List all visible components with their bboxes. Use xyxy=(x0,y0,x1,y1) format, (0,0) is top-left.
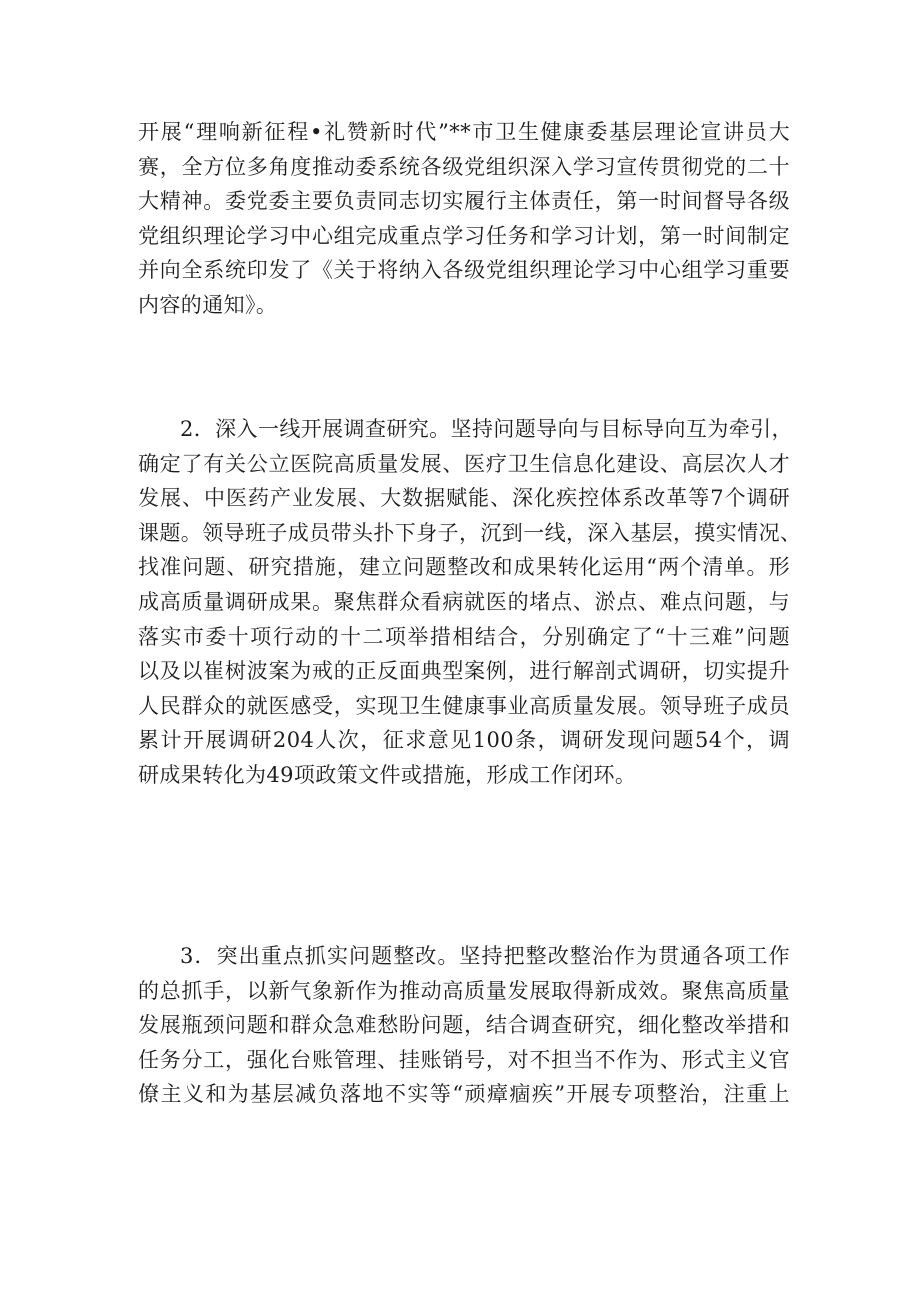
text-line: 以及以崔树波案为戒的正反面典型案例，进行解剖式调研，切实提升 xyxy=(138,659,790,684)
text-line: 累计开展调研204人次，征求意见100条，调研发现问题54个，调 xyxy=(138,728,790,753)
text-line: 内容的通知》。 xyxy=(138,292,278,317)
text-line: 党组织理论学习中心组完成重点学习任务和学习计划，第一时间制定 xyxy=(138,223,790,248)
text-line: 僚主义和为基层减负落地不实等“顽瘴痼疾”开展专项整治，注重上 xyxy=(138,1082,790,1107)
text-line: 并向全系统印发了《关于将纳入各级党组织理论学习中心组学习重要 xyxy=(138,258,790,283)
paragraph-heading-line: 3．突出重点抓实问题整改。坚持把整改整治作为贯通各项工作 xyxy=(180,944,790,968)
text-line: 确定了有关公立医院高质量发展、医疗卫生信息化建设、高层次人才 xyxy=(138,451,790,476)
text-line: 人民群众的就医感受，实现卫生健康事业高质量发展。领导班子成员 xyxy=(138,693,790,718)
paragraph-3 xyxy=(138,939,790,1112)
paragraph-1 xyxy=(138,115,790,323)
text-line: 发展、中医药产业发展、大数据赋能、深化疾控体系改革等7个调研 xyxy=(138,486,790,511)
text-line: 落实市委十项行动的十二项举措相结合，分别确定了“十三难”问题 xyxy=(138,624,790,649)
text-line: 大精神。委党委主要负责同志切实履行主体责任，第一时间督导各级 xyxy=(138,189,790,214)
paragraph-2 xyxy=(138,412,802,793)
text-line: 任务分工，强化台账管理、挂账销号，对不担当不作为、形式主义官 xyxy=(138,1047,790,1072)
paragraph-heading-line: 2．深入一线开展调查研究。坚持问题导向与目标导向互为牵引， xyxy=(180,417,793,441)
text-line: 开展“理响新征程•礼赞新时代”**市卫生健康委基层理论宣讲员大 xyxy=(138,120,790,144)
text-line: 找准问题、研究措施，建立问题整改和成果转化运用“两个清单。形 xyxy=(138,555,790,580)
text-line: 发展瓶颈问题和群众急难愁盼问题，结合调查研究，细化整改举措和 xyxy=(138,1013,790,1038)
text-line: 课题。领导班子成员带头扑下身子，沉到一线，深入基层，摸实情况、 xyxy=(138,520,802,545)
text-line: 的总抓手，以新气象新作为推动高质量发展取得新成效。聚焦高质量 xyxy=(138,978,790,1003)
text-line: 成高质量调研成果。聚焦群众看病就医的堵点、淤点、难点问题，与 xyxy=(138,589,790,614)
text-line: 研成果转化为49项政策文件或措施，形成工作闭环。 xyxy=(138,762,637,787)
text-line: 赛，全方位多角度推动委系统各级党组织深入学习宣传贯彻党的二十 xyxy=(138,154,790,179)
